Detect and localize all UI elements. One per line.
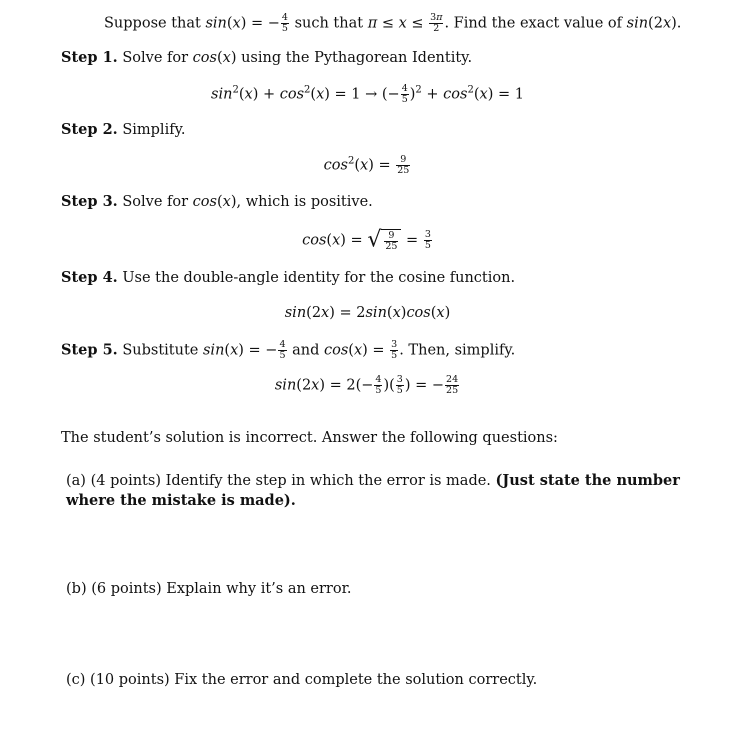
question-b-text: Explain why it’s an error.: [166, 581, 352, 597]
step-1-equation: $\sin^2(x) + \cos^2(x) = 1$ → (− $\frac{4}{5}$ )$^2 + \cos^2(x) = 1$: [211, 83, 524, 105]
problem-mid: such that: [289, 15, 368, 32]
step-4: [61, 269, 515, 286]
question-b: [66, 581, 352, 597]
question-c-text: Fix the error and complete the solution correctly.: [174, 672, 538, 688]
question-a-bold: (Just state the number where the mistake is made).: [66, 472, 680, 509]
step-1-label: Step 1.: [61, 49, 118, 66]
step-4-label: Step 4.: [61, 269, 118, 286]
question-a-text: Identify the step in which the error is made.: [165, 473, 491, 489]
step-3-label: Step 3.: [61, 193, 118, 210]
question-a-points: (4 points): [90, 473, 161, 489]
problem-suffix: . Find the exact value of: [444, 15, 627, 32]
question-b-points: (6 points): [91, 581, 162, 597]
step-2-equation: $\cos^2(x)$ = $\frac{9}{25}$: [323, 154, 410, 176]
question-b-label: (b): [66, 581, 87, 597]
problem-prefix: Suppose that: [104, 15, 206, 32]
step-1: Step 1. Solve for cos(x) using the Pythagorean Identity.: [61, 49, 473, 66]
step-5-equation: sin(2x) = 2(− $\frac{4}{5}$ )( $\frac{3}{5}$ ) = − $\frac{24}{25}$: [274, 374, 459, 396]
question-c-points: (10 points): [90, 672, 170, 688]
step-2-text: Simplify.: [122, 122, 186, 138]
step-4-text: Use the double-angle identity for the cosine function.: [122, 270, 516, 286]
step-4-equation: sin(2x) = 2sin(x)cos(x): [284, 305, 451, 321]
step-2: [61, 121, 185, 138]
step-3: Step 3. Solve for cos(x), which is positive.: [61, 193, 373, 210]
problem-statement: Suppose that sin(x) = − $\frac{4}{5}$ such that π ≤ x ≤ $\frac{3\pi}{2}$ . Find the exact value of sin(2x).: [104, 12, 682, 34]
question-a-label: (a): [66, 473, 86, 489]
step-3-equation: cos(x) = √ $\frac{9}{25}$ = $\frac{3}{5}$: [302, 227, 431, 253]
question-c: [66, 672, 537, 688]
question-a: [66, 471, 686, 511]
step-5-label: Step 5.: [61, 341, 118, 359]
statement: The student’s solution is incorrect. Answer the following questions:: [61, 430, 558, 446]
step-2-label: Step 2.: [61, 121, 118, 138]
question-c-label: (c): [66, 672, 86, 688]
step-5: Step 5. Substitute sin(x) = − $\frac{4}{5}$ and cos(x) = $\frac{3}{5}$ . Then, simplify.: [61, 339, 516, 361]
